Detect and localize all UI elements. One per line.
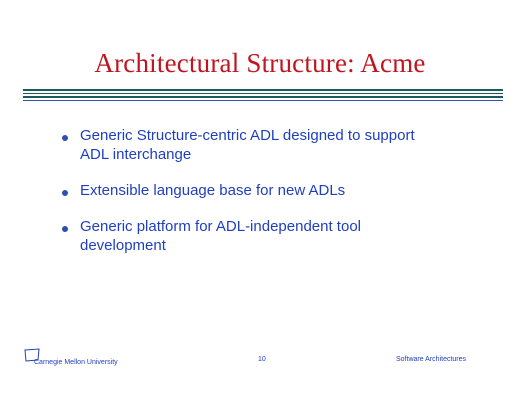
bullet-text <box>80 181 345 200</box>
bullet-list <box>62 126 482 272</box>
bullet-line: development <box>80 237 166 254</box>
bullet-line: Generic Structure-centric ADL designed to support <box>80 127 415 144</box>
footer-org: Carnegie Mellon University <box>34 359 118 366</box>
title-rule <box>23 93 503 94</box>
slide-title: Architectural Structure: Acme <box>94 48 426 78</box>
footer-course: Software Architectures <box>396 356 467 363</box>
bullet-line: Extensible language base for new ADLs <box>80 182 346 199</box>
bullet-dot-icon <box>62 190 68 196</box>
title-rule <box>23 100 503 101</box>
bullet-item <box>62 126 482 164</box>
bullet-dot-icon <box>62 135 68 141</box>
bullet-item <box>62 181 482 200</box>
title-rule <box>23 89 503 91</box>
bullet-item <box>62 217 482 255</box>
page-number: 10 <box>258 356 266 363</box>
bullet-line: Generic platform for ADL-independent tool <box>80 218 361 235</box>
bullet-text <box>80 126 415 164</box>
title-rule <box>23 96 503 98</box>
bullet-text <box>80 217 361 255</box>
bullet-dot-icon <box>62 226 68 232</box>
bullet-line: ADL interchange <box>80 146 192 163</box>
